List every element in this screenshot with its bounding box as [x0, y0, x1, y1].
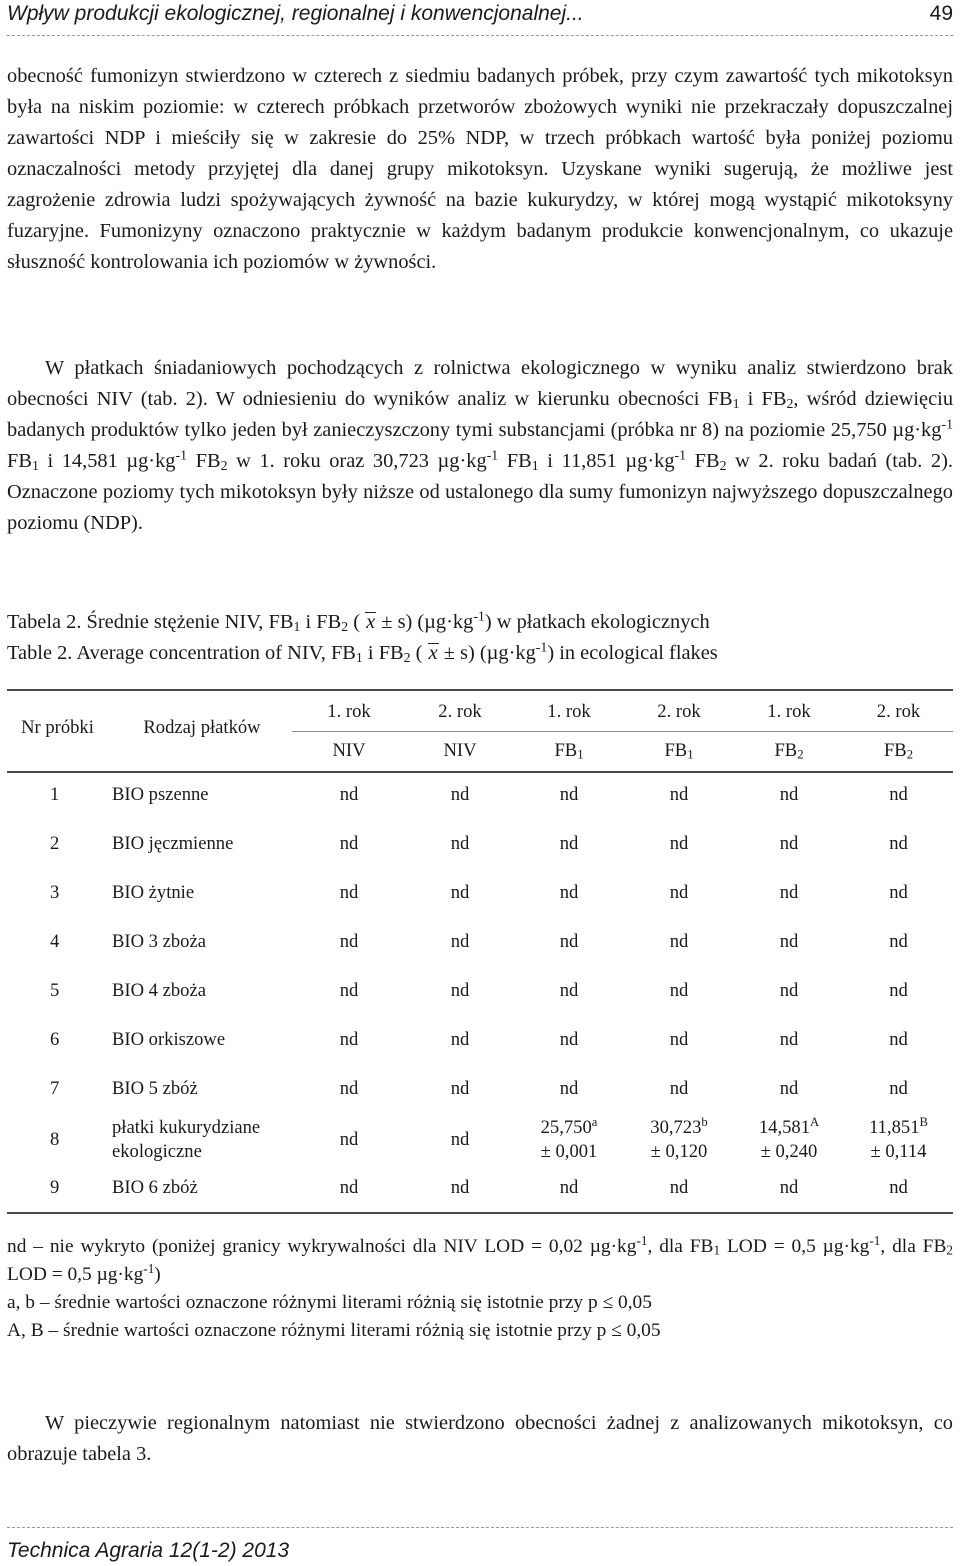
table-cell: nd: [889, 931, 908, 952]
sample-number: 1: [50, 784, 60, 805]
table-cell: nd: [450, 1177, 470, 1198]
footer-divider: [7, 1527, 953, 1528]
mean-symbol: x: [366, 611, 376, 633]
table-cell: nd: [889, 1177, 908, 1198]
table-cell: nd: [889, 882, 908, 903]
table-cell: nd: [450, 980, 470, 1001]
table-cell: nd: [669, 1177, 689, 1198]
sample-number: 7: [50, 1078, 60, 1099]
table-cell: nd: [889, 980, 908, 1001]
header-analyte: $FB_2$: [883, 740, 914, 762]
table-cell: nd: [779, 833, 799, 854]
table-cell: nd: [559, 784, 579, 805]
table-cell: nd: [339, 882, 359, 903]
mean-symbol: x: [428, 642, 438, 664]
header-analyte: $FB_1$: [664, 740, 694, 762]
table-cell: nd: [339, 1177, 359, 1198]
table-cell: nd: [559, 833, 579, 854]
header-divider: [7, 35, 953, 36]
table-cell: nd: [339, 1078, 359, 1099]
table-bottom-rule: [7, 1212, 953, 1214]
running-title: Wpływ produkcji ekologicznej, regionalnej i konwencjonalnej...: [7, 2, 584, 25]
flake-type: BIO pszenne: [112, 784, 209, 805]
table-cell-measured: 30,723$^b$ ± 0,120: [650, 1115, 708, 1162]
table-cell: nd: [669, 833, 689, 854]
sample-number: 8: [50, 1129, 60, 1150]
table-cell: nd: [779, 1029, 799, 1050]
header-analyte: $FB_1$: [554, 740, 584, 762]
footnote-uppercase-letters: A, B – średnie wartości oznaczone różnymi literami różnią się istotnie przy p ≤ 0,05: [7, 1320, 661, 1341]
table-cell: nd: [889, 833, 908, 854]
table-cell: nd: [669, 931, 689, 952]
header-sample-number: Nr próbki: [21, 717, 94, 738]
paragraph-fumonisins: obecność fumonizyn stwierdzono w czterech z siedmiu badanych próbek, przy czym zawartość tych mikotoksyn była na niskim poziomie: w czterech próbkach przetworów zbożowych wyniki nie przekraczały dopuszczalnej zawartości NDP i mieściły się w zakresie do 25% NDP, w trzech próbkach wartość była poniżej poziomu oznaczalności metody przyjętej dla danej grupy mikotoksyn. Uzyskane wyniki sugerują, że możliwe jest zagrożenie zdrowia ludzi spożywających żywność na bazie kukurydzy, w której mogą wystąpić mikotoksyny fuzaryjne. Fumonizyny oznaczono praktycznie w każdym badanym produkcie konwencjonalnym, co ukazuje słuszność kontrolowania ich poziomów w żywności.: [7, 65, 953, 273]
table-cell: nd: [889, 1029, 908, 1050]
table-cell: nd: [779, 882, 799, 903]
header-flake-type: Rodzaj płatków: [143, 717, 261, 738]
table-caption-english: Table 2. Average concentration of NIV, $FB_1$ i $FB_2$ ( x ± s) $(\mu g\cdot kg^{-1})$ in ecological flakes: [7, 640, 718, 666]
table-cell: nd: [339, 980, 359, 1001]
table-cell: nd: [450, 1029, 470, 1050]
table-cell: nd: [669, 882, 689, 903]
paragraph-regional-bread: W pieczywie regionalnym natomiast nie stwierdzono obecności żadnej z analizowanych mikotoksyn, co obrazuje tabela 3.: [7, 1412, 953, 1465]
flake-type: BIO 4 zboża: [112, 980, 206, 1001]
header-analyte: NIV: [443, 740, 477, 761]
flake-type: BIO 3 zboża: [112, 931, 206, 952]
table-cell: nd: [339, 931, 359, 952]
footnote-nd-lod: nd – nie wykryto (poniżej granicy wykrywalności dla NIV LOD = 0,02 $\mu g\cdot kg^{-1}$, dla $FB_1$ LOD = 0,5 $\mu g\cdot kg^{-1}$, dla $FB_2$ LOD = 0,5 $\mu g\cdot kg^{-1}$): [7, 1232, 953, 1285]
sample-number: 2: [50, 833, 60, 854]
flake-type: BIO żytnie: [112, 882, 195, 903]
header-analyte: $FB_2$: [774, 740, 804, 762]
table-top-rule: [7, 689, 953, 691]
table-cell-measured: $11,851^B$ ± 0,114: [869, 1115, 928, 1162]
table-cell: nd: [559, 1078, 579, 1099]
flake-type: BIO jęczmienne: [112, 833, 234, 854]
table-cell-measured: 25,750$^a$ ± 0,001: [540, 1115, 598, 1162]
flake-type: płatki kukurydziane ekologiczne: [112, 1117, 261, 1162]
header-year: 1. rok: [327, 701, 371, 722]
table-cell: nd: [559, 1029, 579, 1050]
table-cell: nd: [559, 882, 579, 903]
table-cell: nd: [779, 1177, 799, 1198]
header-year: 2. rok: [657, 701, 701, 722]
table-cell: nd: [559, 1177, 579, 1198]
table-cell: nd: [669, 980, 689, 1001]
flake-type: BIO 6 zbóż: [112, 1177, 198, 1198]
table-cell: nd: [559, 980, 579, 1001]
flake-type: BIO orkiszowe: [112, 1029, 226, 1050]
table-cell: nd: [339, 833, 359, 854]
table-cell: nd: [669, 784, 689, 805]
table-caption-polish: Tabela 2. Średnie stężenie NIV, $FB_1$ i $FB_2$ ( x ± s) $(\mu g\cdot kg^{-1})$ w płatkach ekologicznych: [7, 609, 710, 635]
flake-type: BIO 5 zbóż: [112, 1078, 198, 1099]
table-cell: nd: [450, 833, 470, 854]
sample-number: 5: [50, 980, 60, 1001]
table-cell: nd: [450, 1078, 470, 1099]
header-analyte: NIV: [332, 740, 366, 761]
table-header-rule: [7, 771, 953, 773]
header-year: 1. rok: [547, 701, 591, 722]
table-cell: nd: [669, 1078, 689, 1099]
journal-footer: Technica Agraria 12(1-2) 2013: [7, 1539, 290, 1562]
table-cell: nd: [779, 1078, 799, 1099]
table-cell: nd: [779, 931, 799, 952]
table-cell: nd: [339, 784, 359, 805]
table-cell: nd: [889, 784, 908, 805]
table-cell: nd: [669, 1029, 689, 1050]
page-number: 49: [929, 2, 953, 25]
running-header: [7, 2, 953, 28]
header-year: 2. rok: [876, 701, 921, 722]
table-cell: nd: [559, 931, 579, 952]
table-cell: nd: [450, 784, 470, 805]
footnote-lowercase-letters: a, b – średnie wartości oznaczone różnymi literami różnią się istotnie przy p ≤ 0,05: [7, 1292, 652, 1313]
table-cell: nd: [889, 1078, 908, 1099]
table-cell: nd: [339, 1129, 359, 1150]
header-year: 2. rok: [438, 701, 482, 722]
table-cell: nd: [450, 1129, 470, 1150]
table-cell-measured: $14,581^A$ ± 0,240: [758, 1115, 820, 1162]
sample-number: 9: [50, 1177, 60, 1198]
table-header-subrule: [292, 731, 953, 732]
table-cell: nd: [339, 1029, 359, 1050]
paragraph-breakfast-flakes: W płatkach śniadaniowych pochodzących z rolnictwa ekologicznego w wyniku analiz stwierdzono brak obecności NIV (tab. 2). W odniesieniu do wyników analiz w kierunku obecności $FB_1$ i $FB_2$, wśród dziewięciu badanych produktów tylko jeden był zanieczyszczony tymi substancjami (próbka nr 8) na poziomie 25,750 $\mu g\cdot kg^{-1}$ $FB_1$ i 14,581 $\mu g\cdot kg^{-1}$ $FB_2$ w 1. roku oraz 30,723 $\mu g\cdot kg^{-1}$ $FB_1$ i 11,851 $\mu g\cdot kg^{-1}$ $FB_2$ w 2. roku badań (tab. 2). Oznaczone poziomy tych mikotoksyn były niższe od ustalonego dla sumy fumonizyn najwyższego dopuszczalnego poziomu (NDP).: [7, 357, 954, 534]
sample-number: 6: [50, 1029, 60, 1050]
table-cell: nd: [779, 980, 799, 1001]
sample-number: 3: [50, 882, 60, 903]
table-cell: nd: [450, 931, 470, 952]
table-cell: nd: [779, 784, 799, 805]
table-cell: nd: [450, 882, 470, 903]
sample-number: 4: [50, 931, 60, 952]
header-year: 1. rok: [767, 701, 811, 722]
